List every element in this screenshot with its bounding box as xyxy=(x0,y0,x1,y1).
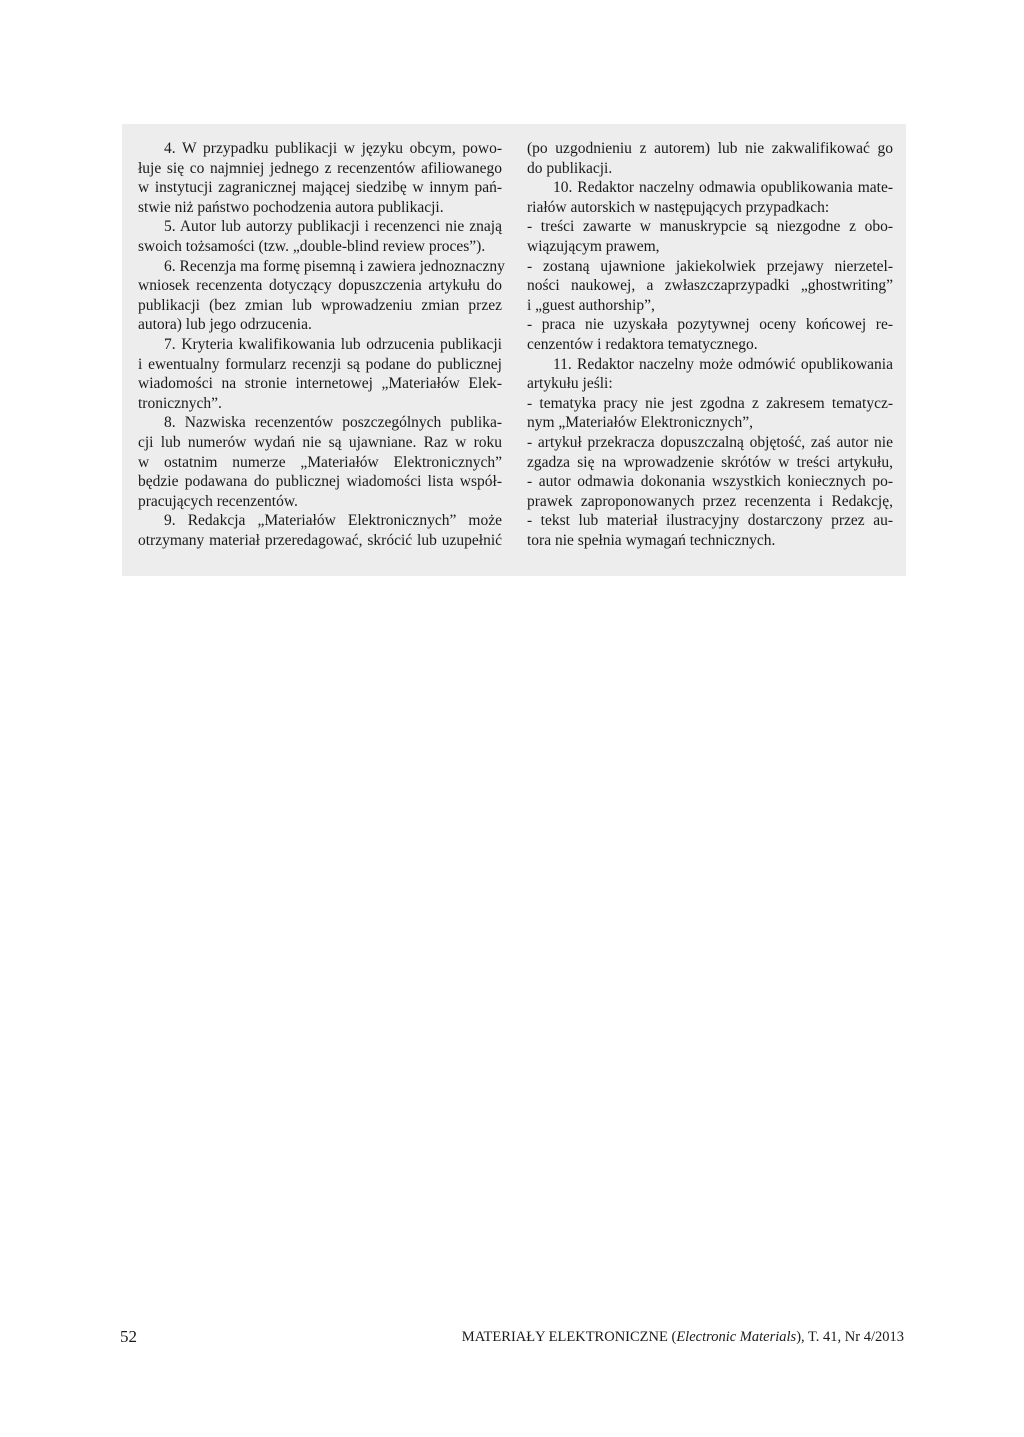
text-line: 9. Redakcja „Materiałów Elektronicznych” może xyxy=(164,512,502,530)
text-line: prawek zaproponowanych przez recenzenta i Redakcję, xyxy=(527,492,893,510)
text-line: 11. Redaktor naczelny może odmówić opublikowania xyxy=(553,355,893,373)
text-line: swoich tożsamości (tzw. „double-blind review proces”). xyxy=(138,237,486,255)
journal-title: MATERIAŁY ELEKTRONICZNE ( xyxy=(461,1329,677,1345)
text-line: artykułu jeśli: xyxy=(527,375,613,393)
text-line: cji lub numerów wydań nie są ujawniane. Raz w roku xyxy=(138,433,502,451)
journal-citation xyxy=(462,1329,904,1346)
text-line: otrzymany materiał przeredagować, skrócić lub uzupełnić xyxy=(138,531,502,549)
text-line: pracujących recenzentów. xyxy=(138,492,298,510)
text-line: - artykuł przekracza dopuszczalną objętość, zaś autor nie xyxy=(527,433,893,451)
paragraph-11 xyxy=(527,355,893,551)
paragraph-7 xyxy=(138,335,502,413)
text-line: wiązującym prawem, xyxy=(527,237,660,255)
text-line: publikacji (bez zmian lub wprowadzeniu zmian przez xyxy=(138,296,502,314)
paragraph-5 xyxy=(138,217,502,256)
text-line: cenzentów i redaktora tematycznego. xyxy=(527,335,758,353)
text-line: 7. Kryteria kwalifikowania lub odrzucenia publikacji xyxy=(164,335,502,353)
paragraph-4 xyxy=(138,139,502,217)
text-line: 8. Nazwiska recenzentów poszczególnych publika- xyxy=(164,414,502,432)
text-line: ności naukowej, a zwłaszczaprzypadki „ghostwriting” xyxy=(527,277,893,295)
text-line: 5. Autor lub autorzy publikacji i recenzenci nie znają xyxy=(164,218,502,236)
text-line: - tematyka pracy nie jest zgodna z zakresem tematycz- xyxy=(527,394,893,412)
text-line: - tekst lub materiał ilustracyjny dostarczony przez au- xyxy=(527,512,893,530)
left-column xyxy=(138,139,505,550)
paragraph-10 xyxy=(527,178,893,354)
right-column xyxy=(527,139,893,550)
text-line: 6. Recenzja ma formę pisemną i zawiera jednoznaczny xyxy=(164,257,505,275)
text-line: wniosek recenzenta dotyczący dopuszczenia artykułu do xyxy=(138,277,502,295)
text-line: (po uzgodnieniu z autorem) lub nie zakwalifikować go xyxy=(527,140,893,157)
journal-english-title: Electronic Materials xyxy=(676,1329,797,1345)
paragraph-8 xyxy=(138,413,502,511)
text-line: w instytucji zagranicznej mającej siedzibę w innym pań- xyxy=(138,179,502,197)
text-line: łuje się co najmniej jednego z recenzentów afiliowanego xyxy=(138,159,502,177)
text-line: i „guest authorship”, xyxy=(527,296,655,314)
text-line: w ostatnim numerze „Materiałów Elektronicznych” xyxy=(138,453,502,471)
text-line: 10. Redaktor naczelny odmawia opublikowania mate- xyxy=(553,179,893,197)
text-line: będzie podawana do publicznej wiadomości lista współ- xyxy=(138,473,502,491)
text-line: - treści zawarte w manuskrypcie są niezgodne z obo- xyxy=(527,218,893,236)
text-line: - zostaną ujawnione jakiekolwiek przejawy nierzetel- xyxy=(527,257,893,275)
paragraph-9-continued xyxy=(527,139,893,178)
text-line: tronicznych”. xyxy=(138,394,222,412)
text-line: nym „Materiałów Elektronicznych”, xyxy=(527,414,753,432)
text-line: - praca nie uzyskała pozytywnej oceny końcowej re- xyxy=(527,316,893,334)
text-line: tora nie spełnia wymagań technicznych. xyxy=(527,531,776,549)
paragraph-9 xyxy=(138,511,502,550)
text-line: autora) lub jego odrzucenia. xyxy=(138,316,312,334)
text-line: riałów autorskich w następujących przypadkach: xyxy=(527,198,830,216)
paragraph-6 xyxy=(138,257,505,335)
journal-volume: ), T. 41, Nr 4/2013 xyxy=(796,1329,904,1345)
text-line: do publikacji. xyxy=(527,159,613,177)
text-line: stwie niż państwo pochodzenia autora publikacji. xyxy=(138,198,444,216)
text-line: 4. W przypadku publikacji w języku obcym, powo- xyxy=(164,140,502,157)
text-line: - autor odmawia dokonania wszystkich koniecznych po- xyxy=(527,473,893,491)
text-line: wiadomości na stronie internetowej „Materiałów Elek- xyxy=(138,375,502,393)
text-line: i ewentualny formularz recenzji są podane do publicznej xyxy=(138,355,502,373)
page-number: 52 xyxy=(120,1327,137,1346)
text-line: zgadza się na wprowadzenie skrótów w treści artykułu, xyxy=(527,453,893,471)
